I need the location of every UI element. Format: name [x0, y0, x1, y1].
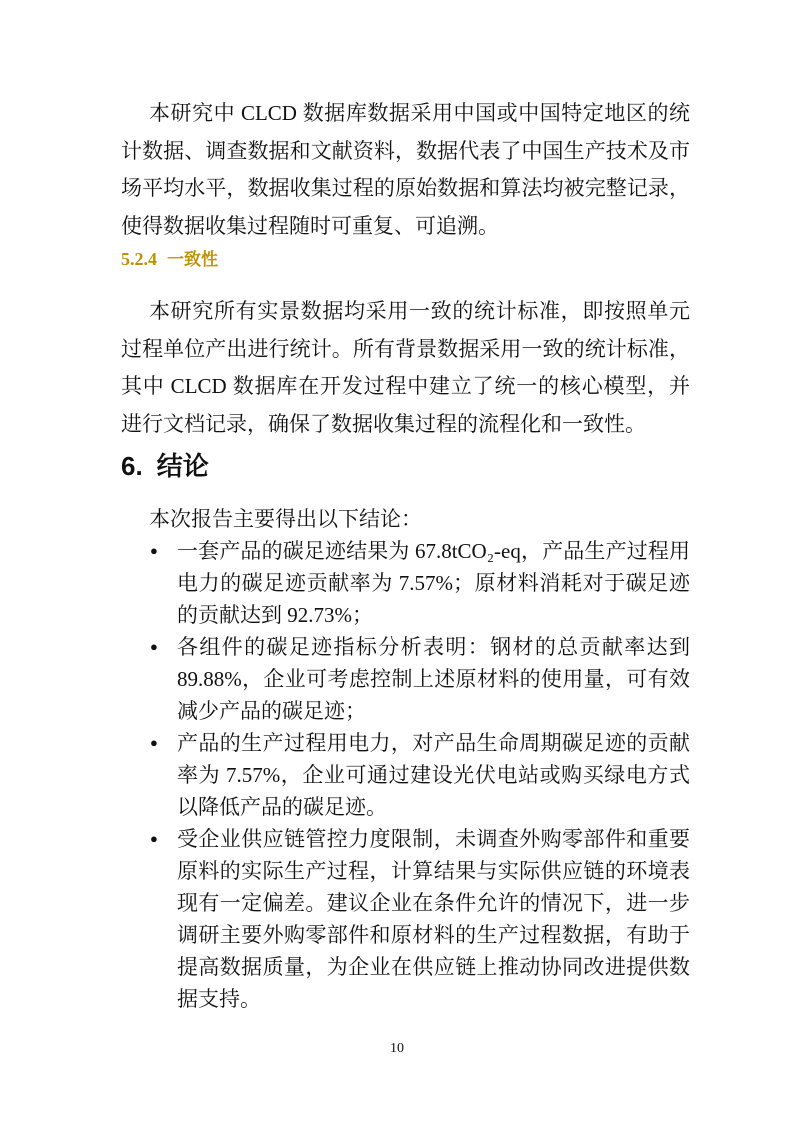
- conclusion-text: 一套产品的碳足迹结果为 67.8tCO₂-eq，产品生产过程用电力的碳足迹贡献率为 7.57%；原材料消耗对于碳足迹的贡献达到 92.73%；: [177, 539, 690, 627]
- bullet-icon: ●: [150, 543, 158, 558]
- heading-6-number: 6.: [121, 451, 143, 481]
- list-item: [121, 631, 690, 727]
- conclusions-list: [121, 535, 690, 1015]
- heading-5-2-4: [121, 247, 690, 272]
- conclusions-intro: 本次报告主要得出以下结论：: [149, 507, 422, 531]
- heading-5-2-4-title: 一致性: [167, 250, 218, 269]
- conclusion-text: 产品的生产过程用电力，对产品生命周期碳足迹的贡献率为 7.57%，企业可通过建设光伏电站或购买绿电方式以降低产品的碳足迹。: [177, 731, 690, 819]
- bullet-icon: ●: [150, 831, 158, 846]
- list-item: [121, 535, 690, 631]
- list-item: [121, 823, 690, 1015]
- heading-6-conclusion: [121, 449, 690, 483]
- page-number: 10: [390, 1041, 404, 1056]
- list-item: [121, 727, 690, 823]
- heading-6-title: 结论: [156, 451, 209, 481]
- bullet-icon: ●: [150, 735, 158, 750]
- conclusion-text: 各组件的碳足迹指标分析表明：钢材的总贡献率达到 89.88%，企业可考虑控制上述原材料的使用量，可有效减少产品的碳足迹；: [177, 635, 690, 723]
- heading-5-2-4-number: 5.2.4: [121, 249, 157, 269]
- paragraph-data-quality: 本研究中 CLCD 数据库数据采用中国或中国特定地区的统计数据、调查数据和文献资料，数据代表了中国生产技术及市场平均水平，数据收集过程的原始数据和算法均被完整记录，使得数据收集过程随时可重复、可追溯。: [121, 101, 690, 238]
- conclusion-text: 受企业供应链管控力度限制，未调查外购零部件和重要原料的实际生产过程，计算结果与实际供应链的环境表现有一定偏差。建议企业在条件允许的情况下，进一步调研主要外购零部件和原材料的生产过程数据，有助于提高数据质量，为企业在供应链上推动协同改进提供数据支持。: [177, 827, 690, 1011]
- paragraph-consistency: 本研究所有实景数据均采用一致的统计标准，即按照单元过程单位产出进行统计。所有背景数据采用一致的统计标准，其中 CLCD 数据库在开发过程中建立了统一的核心模型，并进行文档记录，确保了数据收集过程的流程化和一致性。: [121, 299, 690, 436]
- bullet-icon: ●: [150, 639, 158, 654]
